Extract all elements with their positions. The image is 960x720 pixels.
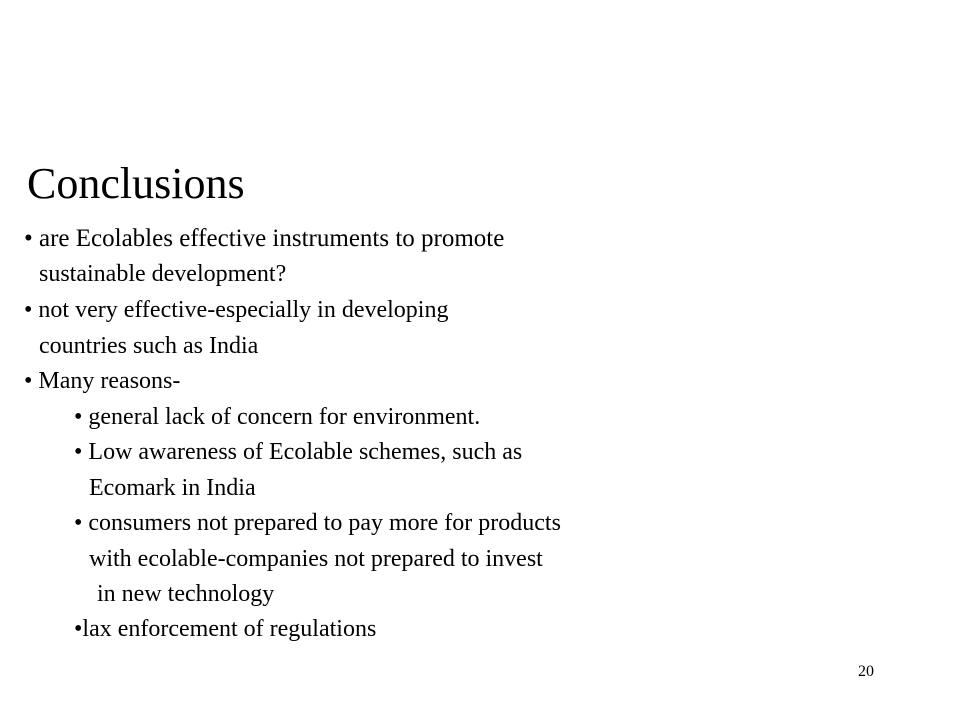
bullet-line-1: • are Ecolables effective instruments to promote xyxy=(24,225,505,252)
bullet-line-4: countries such as India xyxy=(39,333,259,359)
slide-title: Conclusions xyxy=(27,159,245,208)
page-number: 20 xyxy=(858,663,874,680)
sub-bullet-line-1: • general lack of concern for environment. xyxy=(74,404,481,430)
sub-bullet-line-5: with ecolable-companies not prepared to invest xyxy=(89,546,543,572)
bullet-line-2: sustainable development? xyxy=(39,261,287,287)
sub-bullet-line-7: •lax enforcement of regulations xyxy=(74,616,377,642)
bullet-line-5: • Many reasons- xyxy=(24,368,181,394)
sub-bullet-line-3: Ecomark in India xyxy=(89,475,256,501)
sub-bullet-line-2: • Low awareness of Ecolable schemes, such as xyxy=(74,439,523,465)
bullet-line-3: • not very effective-especially in developing xyxy=(24,297,449,323)
sub-bullet-line-4: • consumers not prepared to pay more for products xyxy=(74,510,561,536)
sub-bullet-line-6: in new technology xyxy=(97,581,275,607)
